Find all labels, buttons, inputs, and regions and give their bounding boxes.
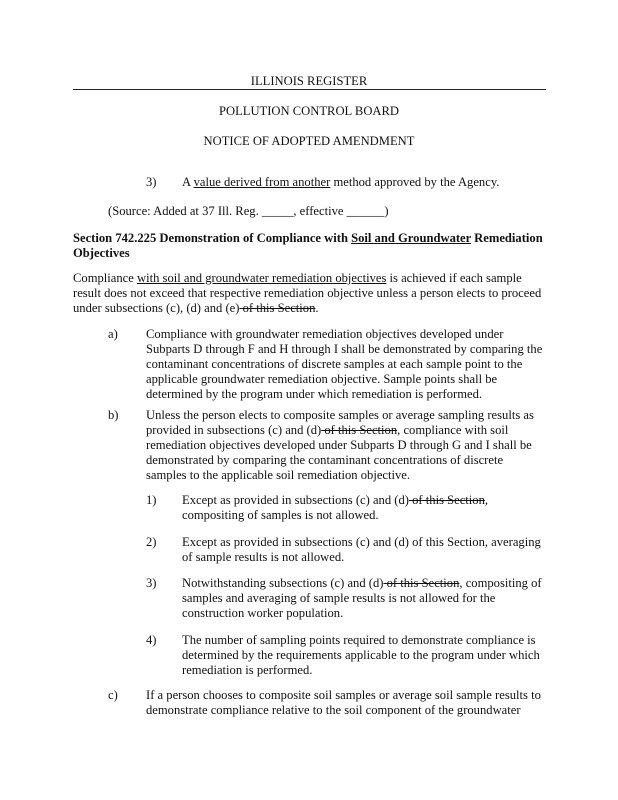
sub-4-label: 4) — [146, 633, 157, 647]
item-c-text: If a person chooses to composite soil samples or average soil sample results to demonstrate compliance relative to the soil component of the groundwater — [146, 688, 541, 717]
source-note: (Source: Added at 37 Ill. Reg. _____, effective ______) — [108, 204, 389, 218]
item-c-label: c) — [108, 688, 118, 702]
item-3-number: 3) — [146, 175, 157, 189]
item-a-label: a) — [108, 327, 118, 341]
item-a-text: Compliance with groundwater remediation objectives developed under Subparts D through F and H through I shall be demonstrated by comparing the contaminant concentrations of discrete samples at each sample point to the applicable groundwater remediation objective. Sample points shall be determined by the program under which remediation is performed. — [146, 327, 543, 401]
section-heading: Section 742.225 Demonstration of Compliance with Soil and Groundwater Remediation Objectives — [73, 231, 543, 260]
sub-3-label: 3) — [146, 576, 157, 590]
item-3-text: A value derived from another method approved by the Agency. — [182, 175, 500, 189]
item-b-label: b) — [108, 408, 119, 422]
register-title: ILLINOIS REGISTER — [250, 74, 368, 88]
sub-3-text: Notwithstanding subsections (c) and (d) of this Section, compositing of samples and averaging of sample results is not allowed for the construction worker population. — [182, 576, 542, 620]
sub-1-text: Except as provided in subsections (c) and (d) of this Section, compositing of samples is not allowed. — [182, 493, 489, 522]
item-b-text: Unless the person elects to composite samples or average sampling results as provided in subsections (c) and (d) of this Section, compliance with soil remediation objectives developed under Subparts D through G and I shall be demonstrated by comparing the contaminant concentrations of discrete samples to the applicable soil remediation objective. — [146, 408, 534, 482]
sub-2-text: Except as provided in subsections (c) and (d) of this Section, averaging of sample results is not allowed. — [182, 535, 541, 564]
sub-2-label: 2) — [146, 535, 157, 549]
intro-paragraph: Compliance with soil and groundwater remediation objectives is achieved if each sample result does not exceed that respective remediation objective unless a person elects to proceed under subsections (c), (d) and (e) of this Section. — [73, 271, 542, 315]
sub-1-label: 1) — [146, 493, 157, 507]
sub-4-text: The number of sampling points required to demonstrate compliance is determined by the requirements applicable to the program under which remediation is performed. — [182, 633, 540, 677]
header-divider — [73, 89, 546, 90]
board-title: POLLUTION CONTROL BOARD — [218, 104, 400, 118]
notice-title: NOTICE OF ADOPTED AMENDMENT — [203, 134, 415, 148]
